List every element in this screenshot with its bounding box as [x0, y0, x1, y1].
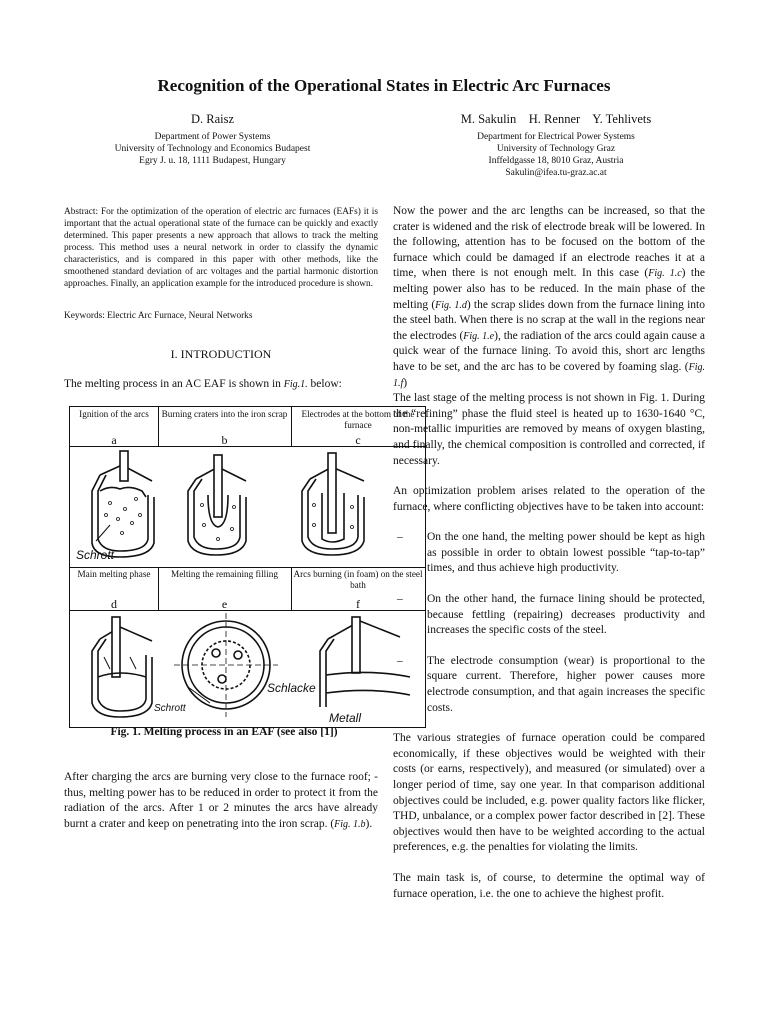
bullet-text: On the other hand, the furnace lining should be protected, because fettling (repairing) decreases productivity and increases the specific costs of the steel.	[427, 593, 705, 637]
fig-label-e: Melting the remaining filling	[171, 569, 278, 579]
paragraph-text: )	[403, 376, 408, 389]
fig-label-schrott-a: Schrott	[76, 548, 115, 562]
right-paragraph-5: The main task is, of course, to determine the optimal way of furnace operation, i.e. the one to achieve the highest profit.	[393, 871, 705, 900]
fig-letter-b: b	[221, 433, 228, 447]
fig-label-schrott-e: Schrott	[154, 703, 186, 714]
right-column	[393, 204, 705, 902]
right-paragraph-1	[393, 204, 705, 391]
furnace-drawings	[70, 407, 425, 727]
fig-letter-f: f	[356, 597, 360, 611]
bullet-dash: –	[397, 654, 403, 667]
bullet-item	[393, 530, 705, 577]
bullet-text: On the one hand, the melting power should be kept as high as possible in order to obtain lowest possible “tap-to-tap” times, and thus achieve high productivity.	[427, 531, 705, 575]
paper-title: Recognition of the Operational States in Electric Arc Furnaces	[157, 76, 611, 95]
bullet-dash: –	[397, 531, 403, 544]
abstract: Abstract: For the optimization of the operation of electric arc furnaces (EAFs) it is important that the actual operational state of the furnace can be quickly and exactly determined. This paper presents a new approach that allows to track the melting process. This method uses a neural network in order to classify the dynamic characteristics, and is compared in this paper with other methods, like the smoothened standard deviation of arc voltages and the partial harmonic distortion approaches. Finally, an application example for the introduced procedure is shown.	[64, 207, 378, 290]
fig-reference: Fig. 1.b	[334, 818, 366, 830]
bullet-item	[393, 654, 705, 716]
author-address: Egry J. u. 18, 1111 Budapest, Hungary	[139, 155, 286, 166]
paragraph-text: Now the power and the arc lengths can be increased, so that the crater is widened and the risk of electrode break will be lowered. In the following, attention has to be focused on the bottom of the furnace which could be damaged if an electrode reaches it at a time, when there is not enough melt. In this case (	[393, 205, 705, 280]
fig-reference: Fig.1.	[283, 379, 308, 390]
fig-reference: Fig. 1.d	[435, 299, 467, 311]
furnace-drawing-e	[174, 613, 278, 717]
author-address: Inffeldgasse 18, 8010 Graz, Austria	[488, 155, 624, 166]
intro-text: The melting process in an AC EAF is shown in	[64, 378, 284, 390]
intro-text-end: below:	[307, 378, 342, 390]
right-paragraph-4: The various strategies of furnace operation could be compared economically, if these objectives would be weighted with their costs (or earns, respectively), and measured (or simulated) over a longer period of time, say one year. In that comparison additional objectives could be included, e.g. power quality factors like flicker, THD, unbalance, or a complex power factor described in [2]. These objectives would then have to be weighted according to the actual preferences, e.g. the penalties for violating the limits.	[393, 732, 705, 854]
furnace-drawing-a	[92, 451, 154, 557]
furnace-drawing-d	[92, 617, 152, 717]
right-paragraph-3: An optimization problem arises related to the operation of the furnace, where conflicting objectives have to be taken into account:	[393, 485, 705, 513]
fig-label-c: Electrodes at the bottom of the furnace	[301, 409, 415, 430]
fig-letter-c: c	[355, 433, 361, 447]
paragraph-text: ) the scrap slides down from the furnace lining into the steel bath. When there is no scrap at the wall in the regions near the electrodes (	[393, 298, 706, 342]
bullet-item	[393, 592, 705, 639]
author-university: University of Technology Graz	[496, 143, 616, 154]
fig-letter-a: a	[111, 433, 117, 447]
paragraph-text: ) the melting power also has to be reduced. In the main phase of the melting (	[393, 267, 705, 311]
section-heading: I. INTRODUCTION	[170, 347, 272, 361]
bullet-dash: –	[397, 593, 403, 606]
author-department: Department for Electrical Power Systems	[477, 132, 635, 142]
paragraph-text-end: ).	[365, 817, 373, 830]
author-department: Department of Power Systems	[154, 132, 271, 142]
fig-reference: Fig. 1.c	[648, 268, 682, 280]
fig-letter-d: d	[111, 597, 117, 611]
bullet-text: The electrode consumption (wear) is proportional to the square current. Therefore, higher power causes more electrode consumption, and that again increases the specific costs.	[427, 654, 705, 714]
right-paragraph-2: The last stage of the melting process is not shown in Fig. 1. During the “refining” phase the fluid steel is heated up to 1630-1640 °C, non-metallic impurities are removed by means of oxygen blasting, and finally, the chemical composition is controlled and corrected, if necessary.	[393, 392, 705, 467]
author-names: M. Sakulin H. Renner Y. Tehlivets	[460, 112, 652, 126]
fig-label-a: Ignition of the arcs	[79, 409, 149, 419]
furnace-drawing-c	[302, 453, 364, 555]
fig-letter-e: e	[221, 597, 228, 611]
fig-label-metall: Metall	[329, 711, 362, 725]
fig-reference: Fig. 1.e	[463, 330, 495, 342]
fig-label-schlacke: Schlacke	[267, 681, 316, 695]
figure-1	[69, 406, 426, 728]
intro-sentence	[64, 377, 378, 393]
fig-label-b: Burning craters into the iron scrap	[161, 409, 288, 419]
fig-reference: Fig. 1.f	[393, 361, 705, 389]
author-university: University of Technology and Economics Budapest	[114, 143, 311, 154]
left-paragraph	[64, 770, 378, 832]
author-block-2	[396, 112, 716, 180]
author-block-1	[60, 112, 365, 168]
author-email: Sakulin@ifea.tu-graz.ac.at	[505, 167, 607, 178]
author-name: D. Raisz	[190, 112, 235, 126]
fig-label-d: Main melting phase	[77, 569, 151, 579]
keywords: Keywords: Electric Arc Furnace, Neural Networks	[64, 311, 253, 321]
fig-label-f: Arcs burning (in foam) on the steel bath	[293, 569, 423, 590]
paragraph-text: After charging the arcs are burning very close to the furnace roof; - thus, melting power has to be reduced in order to protect it from the radiation of the arcs. After 1 or 2 minutes the arcs have already burnt a crater and keep on penetrating into the iron scrap. (	[64, 771, 378, 830]
figure-caption: Fig. 1. Melting process in an EAF (see also [1])	[110, 726, 338, 738]
paragraph-text: ), the radiation of the arcs could again cause a quick wear of the furnace lining. To avoid this, short arc lengths have to be set, and the arc has to be covered by foaming slag. (	[393, 329, 705, 373]
